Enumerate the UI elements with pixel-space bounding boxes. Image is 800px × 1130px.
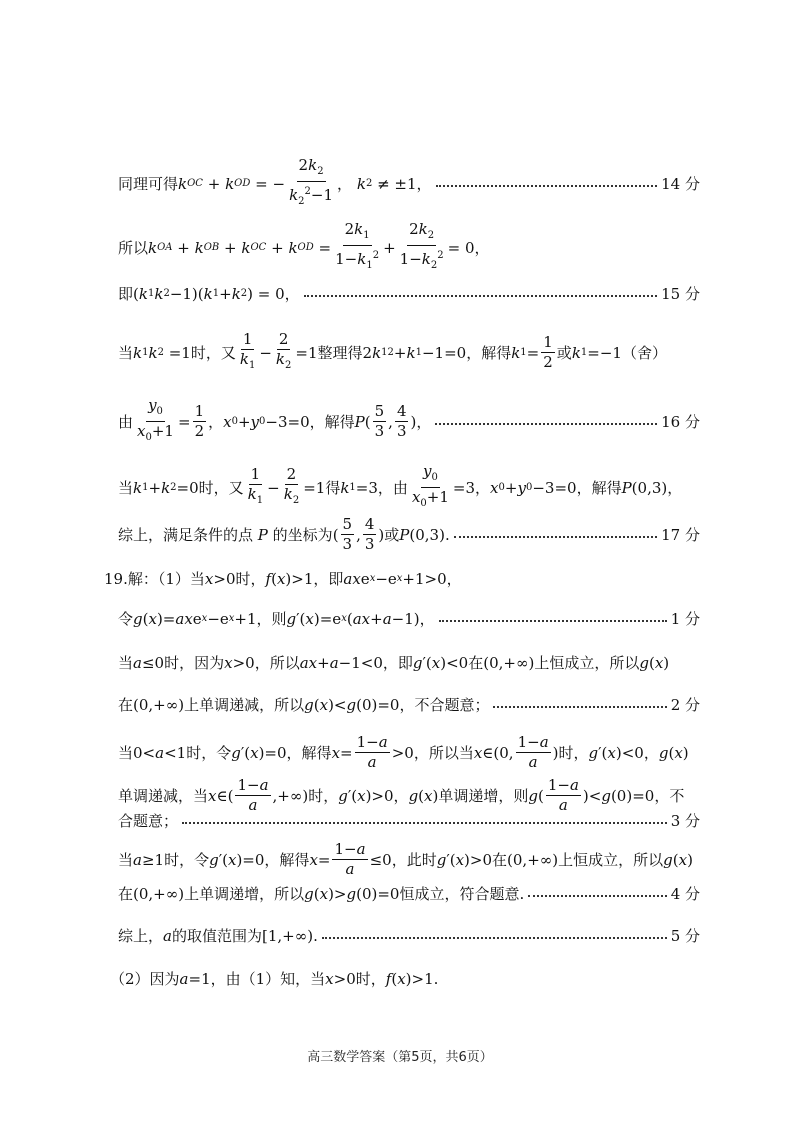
text: ，	[416, 175, 432, 193]
fraction: $\frac{2k_2}{k_2^2-1}$	[289, 156, 334, 207]
text: ，	[208, 413, 224, 431]
line-q19: 19. 解：（1）当 x >0 时， f ( x )>1 ，即 ax e x −e x +1>0 ，	[104, 569, 462, 588]
leader-dots	[493, 706, 666, 708]
text: 得	[325, 479, 341, 497]
line-17: 综上，满足条件的点 P 的坐标为 ( $\frac{5}{3}$ , $\frac{4}{3}$ ) 或 P (0,3) . 17 分	[118, 515, 700, 553]
fraction: $\frac{1-a}{a}$	[547, 776, 579, 814]
text: ，	[667, 479, 683, 497]
fraction: $\frac{1-a}{a}$	[237, 776, 269, 814]
line-14: 同理可得 k OC + k OD = − $\frac{2k_2}{k_2^2-1}$ ， k 2 ≠ ±1 ， 14 分	[118, 156, 700, 211]
question-number: 19.	[104, 569, 128, 588]
text: 的取值范围为	[171, 927, 262, 945]
text: 或	[384, 526, 400, 544]
text: 当	[118, 344, 134, 362]
text: ，解得	[576, 479, 622, 497]
text: .	[313, 926, 318, 945]
line-16: 由 $\frac{y_0}{x_0+1}$ = $\frac{1}{2}$ ， x 0 + y 0 −3=0 ，解得 P ( $\frac{5}{3}$ , $\frac{4}{3}$ ) ， 16 分	[118, 396, 700, 447]
line-part2: （2）因为 a =1 ，由（1）知，当 x >0 时， f ( x )>1 .	[110, 969, 439, 988]
text: 综上，满足条件的点	[118, 526, 254, 544]
text: 时，令	[186, 744, 232, 762]
leader-dots	[528, 895, 666, 897]
line-4: 在 (0,+∞) 上单调递增，所以 g ( x )> g (0)=0 恒成立，符合题意. 4 分	[118, 884, 700, 903]
score-label: 1 分	[670, 610, 700, 628]
leader-dots	[454, 536, 657, 538]
fraction: $\frac{4}{3}$	[396, 402, 407, 440]
fraction: $\frac{2k_1}{1-k_1^2}$	[335, 220, 380, 271]
line-15: 即 ( k 1 k 2 −1)( k 1 + k 2 ) = 0 ， 15 分	[118, 284, 700, 303]
line-5: 综上， a 的取值范围为 [1,+∞) . 5 分	[118, 926, 700, 945]
text: 时，令	[164, 851, 210, 869]
text: ，解得	[309, 413, 355, 431]
text: 时，因为	[164, 654, 225, 672]
text: ，	[474, 239, 490, 257]
score-label: 2 分	[670, 696, 700, 714]
line-decrease: 单调递减，当 x ∈( $\frac{1-a}{a}$ ,+∞) 时， g ′( x )>0 ， g ( x ) 单调递增，则 g ( $\frac{1-a}{a}$ )< g (0)=0 ，不	[118, 776, 685, 814]
text: 整理得	[317, 344, 363, 362]
text: 单调递增，则	[438, 787, 529, 805]
text: 时，	[558, 744, 589, 762]
text: ，所以当	[413, 744, 474, 762]
fraction: $\frac{y_0}{x_0+1}$	[137, 396, 174, 443]
text: 解：（1）当	[127, 570, 205, 588]
text: ，	[284, 285, 300, 303]
text: （2）因为	[110, 970, 180, 988]
fraction: $\frac{1}{k_1}$	[247, 465, 264, 506]
text: ，不合题意；	[399, 696, 490, 714]
text: 的坐标为	[272, 526, 333, 544]
text: 当	[118, 479, 134, 497]
text: 时，又	[198, 479, 244, 497]
leader-dots	[439, 620, 667, 622]
score-label: 4 分	[670, 885, 700, 903]
fraction: $\frac{1-a}{a}$	[334, 840, 366, 878]
fraction: $\frac{1}{k_1}$	[239, 330, 256, 371]
text: ，解得	[286, 744, 332, 762]
text: ，	[475, 479, 491, 497]
score-label: 15 分	[661, 285, 700, 303]
leader-dots	[436, 185, 658, 187]
line-a-le-0: 当 a ≤0 时，因为 x >0 ，所以 ax + a −1<0 ，即 g ′( x )<0 在 (0,+∞) 上恒成立，所以 g ( x )	[118, 653, 670, 672]
text: 在	[118, 696, 134, 714]
score-label: 16 分	[661, 413, 700, 431]
text: ，	[337, 175, 353, 193]
fraction: $\frac{4}{3}$	[364, 515, 375, 553]
text: .	[444, 525, 450, 544]
score-label: 14 分	[661, 175, 700, 193]
text: 时，	[355, 970, 386, 988]
text: ，由	[377, 479, 408, 497]
text: ，解得	[264, 851, 310, 869]
text: 所以	[118, 239, 149, 257]
fraction: $\frac{2k_2}{1-k_2^2}$	[399, 220, 444, 271]
text: ，	[393, 787, 409, 805]
text: 单调递减，当	[118, 787, 209, 805]
text: ，	[446, 570, 462, 588]
fraction: $\frac{5}{3}$	[374, 402, 385, 440]
text: ，由（1）知，当	[210, 970, 326, 988]
line-sum: 所以 k OA + k OB + k OC + k OD = $\frac{2k_1}{1-k_1^2}$ + $\frac{2k_2}{1-k_2^2}$ = 0 ，	[118, 220, 700, 275]
text: 在	[492, 851, 508, 869]
text: 上恒成立，所以	[558, 851, 664, 869]
fraction: $\frac{1}{2}$	[194, 402, 205, 440]
text: （舍）	[621, 344, 667, 362]
fraction: $\frac{1-a}{a}$	[356, 733, 388, 771]
text: 在	[118, 885, 134, 903]
text: ，即	[382, 654, 413, 672]
fraction: $\frac{2}{k_2}$	[283, 465, 300, 506]
text: ，	[416, 413, 432, 431]
text: .	[433, 969, 439, 988]
line-2: 在 (0,+∞) 上单调递减，所以 g ( x )< g (0)=0 ，不合题意； 2 分	[118, 695, 700, 714]
score-label: 17 分	[661, 526, 700, 544]
text: ，解得	[466, 344, 512, 362]
text: 上单调递增，所以	[184, 885, 305, 903]
text: 或	[556, 344, 572, 362]
text: 上恒成立，所以	[534, 654, 640, 672]
leader-dots	[182, 822, 667, 824]
fraction: $\frac{1-a}{a}$	[517, 733, 549, 771]
text: ，	[643, 744, 659, 762]
line-0-a-1: 当 0< a <1 时，令 g ′( x )=0 ，解得 x = $\frac{1-a}{a}$ >0 ，所以当 x ∈(0, $\frac{1-a}{a}$ ) 时， g ′( x )<0 ， g ( x )	[118, 733, 689, 771]
text: ，此时	[391, 851, 437, 869]
line-case2: 当 k 1 + k 2 =0 时，又 $\frac{1}{k_1}$ − $\frac{2}{k_2}$ =1 得 k 1 =3 ，由 $\frac{y_0}{x_0+1}$ =3 ， x 0 + y 0 −3=0 ，解得 P (0,3) ，	[118, 462, 700, 513]
line-a-ge-1: 当 a ≥1 时，令 g ′( x )=0 ，解得 x = $\frac{1-a}{a}$ ≤0 ，此时 g ′( x )>0 在 (0,+∞) 上恒成立，所以 g ( x )	[118, 840, 693, 878]
fraction: $\frac{y_0}{x_0+1}$	[411, 462, 449, 509]
text: 当	[118, 851, 134, 869]
leader-dots	[435, 423, 657, 425]
score-label: 5 分	[670, 927, 700, 945]
text: 上单调递减，所以	[184, 696, 305, 714]
fraction: $\frac{5}{3}$	[342, 515, 353, 553]
text: ，不	[654, 787, 685, 805]
leader-dots	[322, 937, 667, 939]
text: 当	[118, 654, 134, 672]
text: 当	[118, 744, 134, 762]
leader-dots	[304, 295, 657, 297]
text: ，则	[256, 610, 287, 628]
text: 时，	[308, 787, 339, 805]
text: 恒成立，符合题意.	[399, 885, 525, 903]
text: 时，又	[190, 344, 236, 362]
fraction: $\frac{1}{2}$	[543, 333, 553, 371]
text: 时，	[235, 570, 266, 588]
line-case1: 当 k 1 k 2 =1 时，又 $\frac{1}{k_1}$ − $\frac{2}{k_2}$ =1 整理得 2 k 1 2 + k 1 −1=0 ，解得 k 1 = $\frac{1}{2}$ 或 k 1 =−1 （舍）	[118, 330, 700, 375]
fraction: $\frac{2}{k_2}$	[275, 330, 292, 371]
text: ，	[419, 610, 435, 628]
text: ，即	[313, 570, 344, 588]
text: 综上，	[118, 927, 164, 945]
line-3	[118, 810, 700, 831]
text: ，所以	[254, 654, 300, 672]
line-1: 令 g ( x )= ax e x −e x +1 ，则 g ′( x )=e x ( ax + a −1) ， 1 分	[118, 609, 700, 628]
text: 由	[118, 413, 134, 431]
page-footer: 高三数学答案（第5页，共6页）	[307, 1050, 493, 1065]
score-label: 3 分	[670, 812, 700, 830]
text: 即	[118, 285, 134, 303]
text: 在	[468, 654, 484, 672]
text: 同理可得	[118, 175, 179, 193]
text: 合题意；	[118, 812, 179, 830]
text: 令	[118, 610, 134, 628]
